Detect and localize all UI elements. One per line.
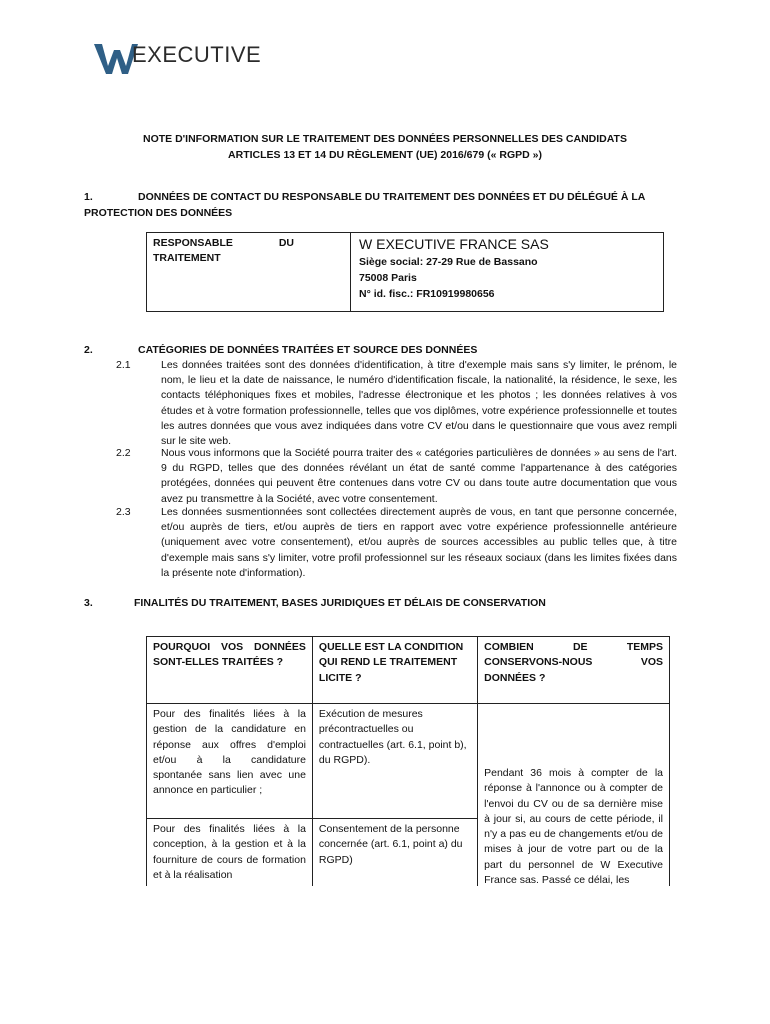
company-name: W EXECUTIVE FRANCE SAS [359,236,549,252]
controller-label-b: DU [278,237,294,249]
row2-purpose: Pour des finalités liées à la conception, à la gestion et à la fourniture de cours de formation et à la réalisation [147,819,313,892]
row1-purpose: Pour des finalités liées à la gestion de la candidature en réponse aux offres d'emploi et/ou à la candidature spontanée sans lien avec une annonce en particulier ; [147,704,313,819]
controller-label-a: RESPONSABLE [153,237,233,249]
item-2-2-text: Nous vous informons que la Société pourra traiter des « catégories particulières de données » au sens de l'art. 9 du RGPD, telles que des données révélant un état de santé comme l'appartenance à des catégories protégées, données qui peuvent être contenues dans votre CV ou dans toute autre documentation que vous avez pu transmettre à la Société, avec votre consentement. [161,447,677,505]
section1-heading [84,189,684,221]
row2-basis: Consentement de la personne concernée (art. 6.1, point a) du RGPD) [312,819,477,892]
item-2-3-text: Les données susmentionnées sont collectées directement auprès de vous, en tant que personne concernée, et/ou auprès de tiers, et/ou auprès de tiers en rapport avec votre expérience professionnelle antérieure (uniquement avec votre consentement), et/ou auprès de sources accessibles au public telles que, à titre d'exemple mais sans s'y limiter, votre profil professionnel sur les réseaux sociaux (dans les limites fixées dans la présente note d'information). [161,506,677,579]
header-retention: COMBIEN DE TEMPS CONSERVONS-NOUS VOS DONNÉES ? [478,637,670,704]
section3-title: FINALITÉS DU TRAITEMENT, BASES JURIDIQUES ET DÉLAIS DE CONSERVATION [134,597,546,609]
controller-label-c: TRAITEMENT [153,252,221,264]
item-2-3-number: 2.3 [116,506,131,518]
document-title-line1: NOTE D'INFORMATION SUR LE TRAITEMENT DES DONNÉES PERSONNELLES DES CANDIDATS [143,133,627,145]
controller-label [147,233,351,311]
item-2-1-number: 2.1 [116,359,131,371]
company-logo [92,40,302,76]
company-address1: Siège social: 27-29 Rue de Bassano [359,256,538,268]
header-legal-basis: QUELLE EST LA CONDITION QUI REND LE TRAITEMENT LICITE ? [312,637,477,704]
controller-details [351,233,663,311]
company-fiscal-id: N° id. fisc.: FR10919980656 [359,288,495,300]
header-purpose: POURQUOI VOS DONNÉES SONT-ELLES TRAITÉES ? [147,637,313,704]
retention-period: Pendant 36 mois à compter de la réponse à l'annonce ou à compter de l'envoi du CV ou de sa dernière mise à jour si, au cours de cette période, il n'y a pas eu de changements et/ou de mises à jour de votre part ou de la part du personnel de W Executive France sas. Passé ce délai, les [478,704,670,892]
processing-table [146,636,670,892]
controller-box [146,232,664,312]
section3-number: 3. [84,597,93,609]
table-header-row [147,637,670,704]
section1-number: 1. [84,191,93,203]
section2-heading [84,342,684,358]
section2-number: 2. [84,344,93,356]
logo-text: EXECUTIVE [132,42,262,67]
item-2-2-number: 2.2 [116,447,131,459]
section2-title: CATÉGORIES DE DONNÉES TRAITÉES ET SOURCE DES DONNÉES [138,344,478,356]
item-2-1-text: Les données traitées sont des données d'identification, à titre d'exemple mais sans s'y limiter, le prénom, le nom, le lieu et la date de naissance, le numéro d'identification fiscale, la nationalité, la résidence, le sexe, les contacts téléphoniques fixes et mobiles, l'adresse électronique et les photos ; les données relatives à vos études et à votre formation professionnelle, telles que vos diplômes, votre expérience professionnelle et toutes les autres données que vous avez indiquées dans votre CV et/ou dans le questionnaire que vous avez rempli sur le site web. [161,359,677,448]
section1-title-line2: PROTECTION DES DONNÉES [84,207,233,219]
table-row [147,704,670,819]
company-address2: 75008 Paris [359,272,417,284]
document-title-line2: ARTICLES 13 ET 14 DU RÈGLEMENT (UE) 2016/679 (« RGPD ») [228,149,542,161]
row1-basis: Exécution de mesures précontractuelles ou contractuelles (art. 6.1, point b), du RGPD). [312,704,477,819]
section3-heading [84,595,684,611]
section1-title-line1: DONNÉES DE CONTACT DU RESPONSABLE DU TRAITEMENT DES DONNÉES ET DU DÉLÉGUÉ À LA [138,191,646,203]
page-bottom-blank [0,886,770,1024]
